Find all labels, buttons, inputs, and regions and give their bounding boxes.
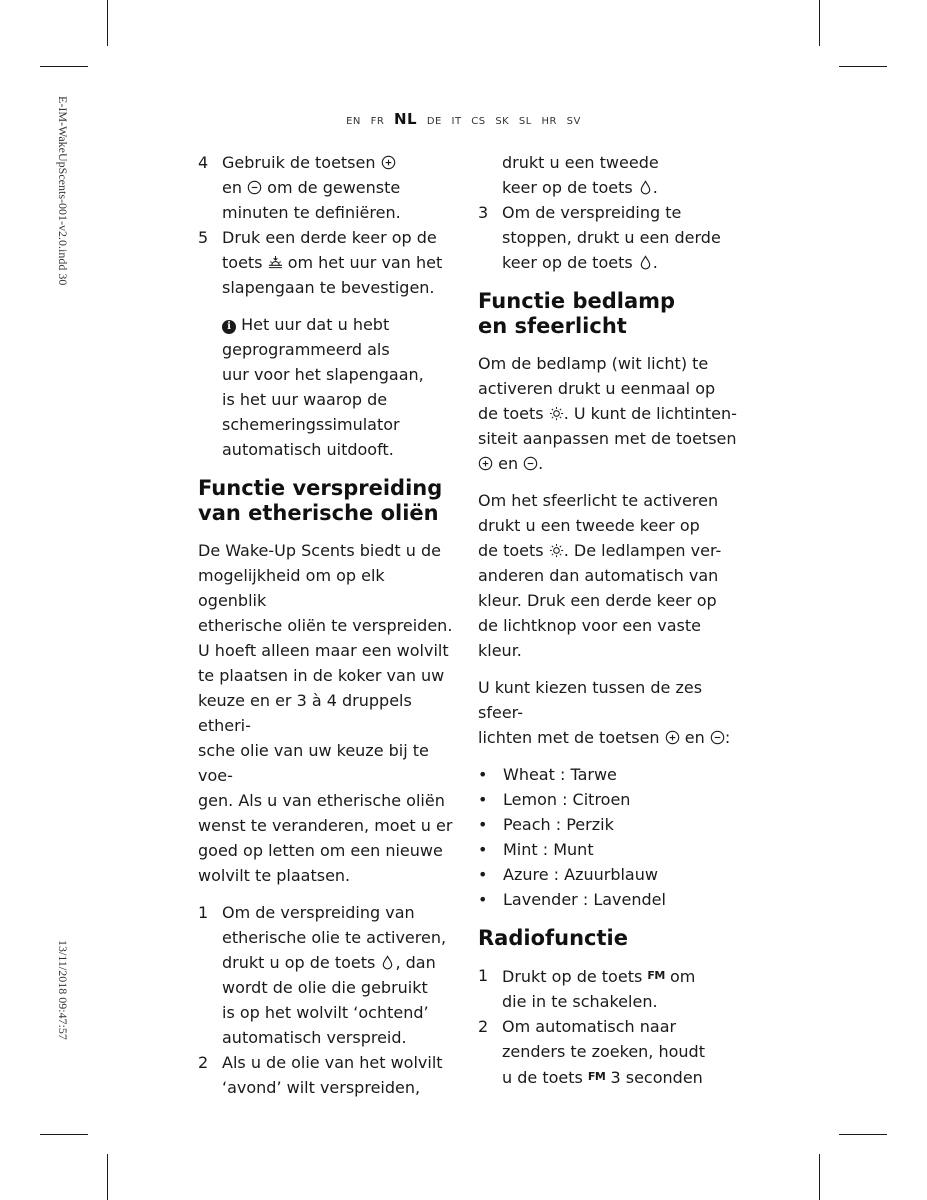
lang-en: EN: [346, 116, 361, 127]
fm-icon: FM: [647, 969, 665, 982]
sunset-icon: [268, 255, 283, 270]
step-text: 3 seconden: [610, 1068, 703, 1087]
paragraph-line: wolvilt te plaatsen.: [198, 866, 351, 885]
step-text: Om automatisch naar: [502, 1017, 677, 1036]
step-text: Als u de olie van het wolvilt: [222, 1053, 443, 1072]
list-item-text: Lavender : Lavendel: [503, 890, 666, 909]
drop-icon: [638, 255, 653, 270]
step-text: om het uur van het: [287, 253, 443, 272]
bullet: •: [478, 865, 488, 884]
step-3-oils: [478, 200, 740, 275]
step-text: Gebruik de toetsen: [222, 153, 376, 172]
step-4: [198, 150, 453, 225]
step-text: Druk een derde keer op de: [222, 228, 437, 247]
step-text: die in te schakelen.: [502, 992, 658, 1011]
list-item: [478, 762, 740, 787]
sun-icon: [549, 406, 564, 421]
paragraph-line: Om het sfeerlicht te activeren: [478, 491, 719, 510]
step-number: 2: [478, 1017, 489, 1036]
paragraph-line: de lichtknop voor een vaste kleur.: [478, 616, 701, 660]
step-text: u de toets: [502, 1068, 583, 1087]
info-icon: i: [222, 320, 236, 334]
list-item-text: Azure : Azuurblauw: [503, 865, 658, 884]
step-text: Drukt op de toets: [502, 967, 643, 986]
step-2-oils: [198, 1050, 453, 1100]
heading-line: en sfeerlicht: [478, 314, 627, 338]
section-heading-radio: Radiofunctie: [478, 926, 628, 950]
step-2-continued: [478, 150, 740, 200]
paragraph-line: kleur. Druk een derde keer op: [478, 591, 717, 610]
minus-circle-icon: [247, 180, 262, 195]
lang-sv: SV: [566, 116, 581, 127]
plus-circle-icon: [381, 155, 396, 170]
paragraph-line: siteit aanpassen met de toetsen: [478, 429, 737, 448]
bedlamp-paragraph: [478, 351, 740, 476]
paragraph-line: keuze en er 3 à 4 druppels etheri-: [198, 691, 412, 735]
drop-icon: [380, 955, 395, 970]
language-bar: [0, 110, 927, 128]
date-slug: 13/11/2018 09:47:57: [56, 940, 70, 1040]
list-item: [478, 887, 740, 912]
step-number: 3: [478, 203, 489, 222]
radio-step-1: [478, 963, 740, 1014]
step-text: drukt u een tweede: [502, 153, 659, 172]
paragraph-line: De Wake-Up Scents biedt u de: [198, 541, 441, 560]
step-text: .: [652, 178, 658, 197]
crop-mark: [839, 1134, 887, 1135]
section-heading-essential-oils: [198, 476, 453, 526]
step-5: [198, 225, 453, 300]
step-text: keer op de toets: [502, 253, 633, 272]
paragraph-line: . U kunt de lichtinten-: [563, 404, 737, 423]
crop-mark: [107, 1154, 108, 1200]
step-text: etherische olie te activeren,: [222, 928, 447, 947]
paragraph-line: de toets: [478, 404, 544, 423]
paragraph-line: :: [724, 728, 731, 747]
sun-icon: [549, 543, 564, 558]
list-item-text: Wheat : Tarwe: [503, 765, 617, 784]
bullet: •: [478, 840, 488, 859]
crop-mark: [819, 1154, 820, 1200]
lang-nl-active: NL: [394, 110, 418, 128]
step-number: 2: [198, 1053, 209, 1072]
crop-mark: [107, 0, 108, 46]
ambient-light-paragraph: [478, 488, 740, 663]
plus-circle-icon: [478, 456, 493, 471]
crop-mark: [839, 66, 887, 67]
step-text: zenders te zoeken, houdt: [502, 1042, 705, 1061]
note-text: uur voor het slapengaan,: [222, 365, 424, 384]
step-text: automatisch verspreid.: [222, 1028, 407, 1047]
step-text: om de gewenste: [267, 178, 401, 197]
step-text: minuten te definiëren.: [222, 203, 401, 222]
color-choice-paragraph: [478, 675, 740, 750]
bullet: •: [478, 815, 488, 834]
step-text: .: [652, 253, 658, 272]
list-item: [478, 862, 740, 887]
paragraph-line: de toets: [478, 541, 544, 560]
step-text: keer op de toets: [502, 178, 633, 197]
step-text: en: [222, 178, 242, 197]
paragraph-line: wenst te veranderen, moet u er: [198, 816, 453, 835]
bullet: •: [478, 790, 488, 809]
paragraph-line: anderen dan automatisch van: [478, 566, 719, 585]
list-item: [478, 812, 740, 837]
paragraph-line: etherische oliën te verspreiden.: [198, 616, 453, 635]
fm-icon: FM: [587, 1070, 606, 1083]
note-text: schemeringssimulator: [222, 415, 400, 434]
list-item: [478, 837, 740, 862]
minus-circle-icon: [710, 730, 725, 745]
right-column: [478, 150, 740, 1090]
drop-icon: [638, 180, 653, 195]
left-column: [198, 150, 453, 1100]
bullet: •: [478, 890, 488, 909]
note-text: is het uur waarop de: [222, 390, 388, 409]
step-1-oils: [198, 900, 453, 1050]
note-text: Het uur dat u hebt: [241, 315, 390, 334]
step-text: Om de verspreiding van: [222, 903, 415, 922]
plus-circle-icon: [665, 730, 680, 745]
paragraph-line: Om de bedlamp (wit licht) te: [478, 354, 709, 373]
step-text: drukt u op de toets: [222, 953, 376, 972]
step-number: 5: [198, 228, 209, 247]
crop-mark: [40, 66, 88, 67]
paragraph-line: .: [538, 454, 544, 473]
list-item: [478, 787, 740, 812]
paragraph-line: en: [498, 454, 519, 473]
lang-cs: CS: [471, 116, 486, 127]
paragraph-line: drukt u een tweede keer op: [478, 516, 700, 535]
step-number: 4: [198, 153, 209, 172]
radio-step-2: [478, 1014, 740, 1090]
paragraph-line: te plaatsen in de koker van uw: [198, 666, 445, 685]
list-item-text: Lemon : Citroen: [503, 790, 631, 809]
step-text: Om de verspreiding te: [502, 203, 682, 222]
crop-mark: [40, 1134, 88, 1135]
paragraph-line: goed op letten om een nieuwe: [198, 841, 443, 860]
lang-hr: HR: [541, 116, 557, 127]
step-text: stoppen, drukt u een derde: [502, 228, 721, 247]
lang-it: IT: [451, 116, 462, 127]
paragraph-line: lichten met de toetsen: [478, 728, 660, 747]
minus-circle-icon: [523, 456, 538, 471]
note-text: geprogrammeerd als: [222, 340, 390, 359]
lang-sl: SL: [518, 116, 532, 127]
step-text: , dan: [395, 953, 436, 972]
paragraph-line: mogelijkheid om op elk ogenblik: [198, 566, 385, 610]
file-slug: E-IM-WakeUpScents-001-v2.0.indd 30: [56, 96, 70, 286]
crop-mark: [819, 0, 820, 46]
heading-line: Functie verspreiding: [198, 476, 443, 500]
bullet: •: [478, 765, 488, 784]
lang-sk: SK: [495, 116, 510, 127]
step-text: wordt de olie die gebruikt: [222, 978, 428, 997]
step-text: toets: [222, 253, 263, 272]
note-text: automatisch uitdooft.: [222, 440, 394, 459]
paragraph-line: gen. Als u van etherische oliën: [198, 791, 445, 810]
step-text: om: [669, 967, 696, 986]
list-item-text: Mint : Munt: [503, 840, 594, 859]
oils-paragraph: [198, 538, 453, 888]
step-text: slapengaan te bevestigen.: [222, 278, 435, 297]
paragraph-line: en: [684, 728, 705, 747]
paragraph-line: U kunt kiezen tussen de zes sfeer-: [478, 678, 703, 722]
lang-fr: FR: [370, 116, 385, 127]
paragraph-line: sche olie van uw keuze bij te voe-: [198, 741, 429, 785]
step-text: ‘avond’ wilt verspreiden,: [222, 1078, 421, 1097]
paragraph-line: . De ledlampen ver-: [563, 541, 722, 560]
lang-de: DE: [426, 116, 442, 127]
list-item-text: Peach : Perzik: [503, 815, 614, 834]
paragraph-line: activeren drukt u eenmaal op: [478, 379, 716, 398]
info-note: [198, 312, 453, 462]
step-text: is op het wolvilt ‘ochtend’: [222, 1003, 429, 1022]
paragraph-line: U hoeft alleen maar een wolvilt: [198, 641, 449, 660]
section-heading-bedlamp: [478, 289, 740, 339]
color-list: [478, 762, 740, 912]
heading-line: Functie bedlamp: [478, 289, 676, 313]
heading-line: van etherische oliën: [198, 501, 439, 525]
step-number: 1: [198, 903, 209, 922]
step-number: 1: [478, 966, 489, 985]
